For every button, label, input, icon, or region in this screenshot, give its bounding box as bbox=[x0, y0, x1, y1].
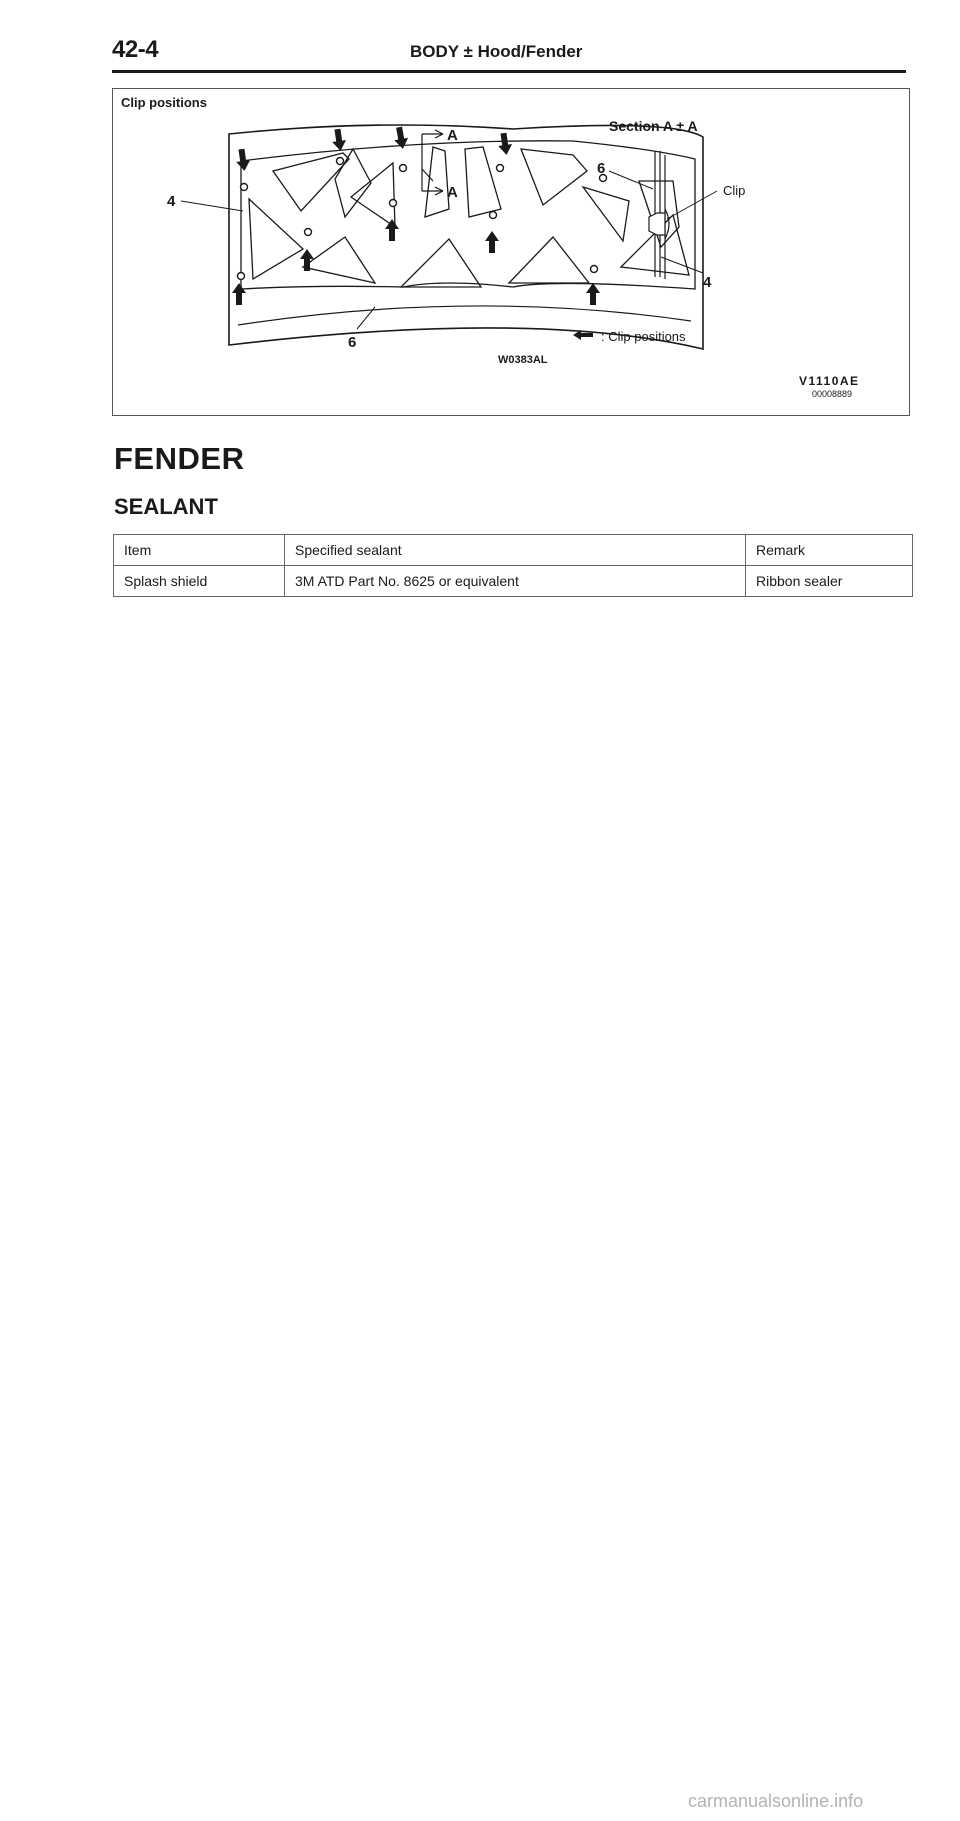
table-header-row bbox=[114, 535, 913, 566]
section-clip-label: Clip bbox=[723, 183, 746, 198]
section-callout-4: 4 bbox=[703, 274, 712, 291]
callout-6: 6 bbox=[348, 334, 357, 351]
header-item: Item bbox=[114, 535, 285, 566]
section-mark-top: A bbox=[447, 127, 458, 144]
cell-remark: Ribbon sealer bbox=[746, 566, 913, 597]
figure-caption: Clip positions bbox=[121, 95, 207, 110]
subsection-heading: SEALANT bbox=[114, 494, 218, 519]
section-leader-4 bbox=[661, 257, 703, 273]
legend-text: : Clip positions bbox=[601, 329, 686, 344]
figure-id: 00008889 bbox=[812, 389, 853, 399]
section-title: Section A ± A bbox=[609, 118, 698, 134]
clip-arrow-icons bbox=[232, 126, 600, 305]
callout-4: 4 bbox=[167, 193, 176, 210]
hood-clip-figure bbox=[112, 88, 910, 416]
hood-clip-diagram bbox=[113, 89, 909, 415]
section-cut-line bbox=[422, 130, 443, 195]
section-heading: FENDER bbox=[114, 441, 245, 476]
section-mark-bottom: A bbox=[447, 184, 458, 201]
header-specified-sealant: Specified sealant bbox=[285, 535, 746, 566]
page-number: 42-4 bbox=[112, 36, 159, 63]
section-leader-6 bbox=[609, 171, 653, 189]
cell-item: Splash shield bbox=[114, 566, 285, 597]
hood-cutouts bbox=[249, 147, 689, 287]
hood-front-edge bbox=[238, 306, 691, 325]
section-detail bbox=[649, 151, 669, 279]
leader-line-4 bbox=[181, 201, 243, 211]
section-callout-6: 6 bbox=[597, 160, 606, 177]
cell-specified-sealant: 3M ATD Part No. 8625 or equivalent bbox=[285, 566, 746, 597]
figure-code: V1110AE bbox=[799, 374, 860, 388]
sealant-table bbox=[113, 534, 913, 597]
part-code: W0383AL bbox=[498, 354, 548, 366]
footer-watermark[interactable]: carmanualsonline.info bbox=[688, 1791, 864, 1811]
header-remark: Remark bbox=[746, 535, 913, 566]
table-row bbox=[114, 566, 913, 597]
page-header bbox=[112, 36, 906, 73]
running-head: BODY ± Hood/Fender bbox=[410, 42, 583, 61]
